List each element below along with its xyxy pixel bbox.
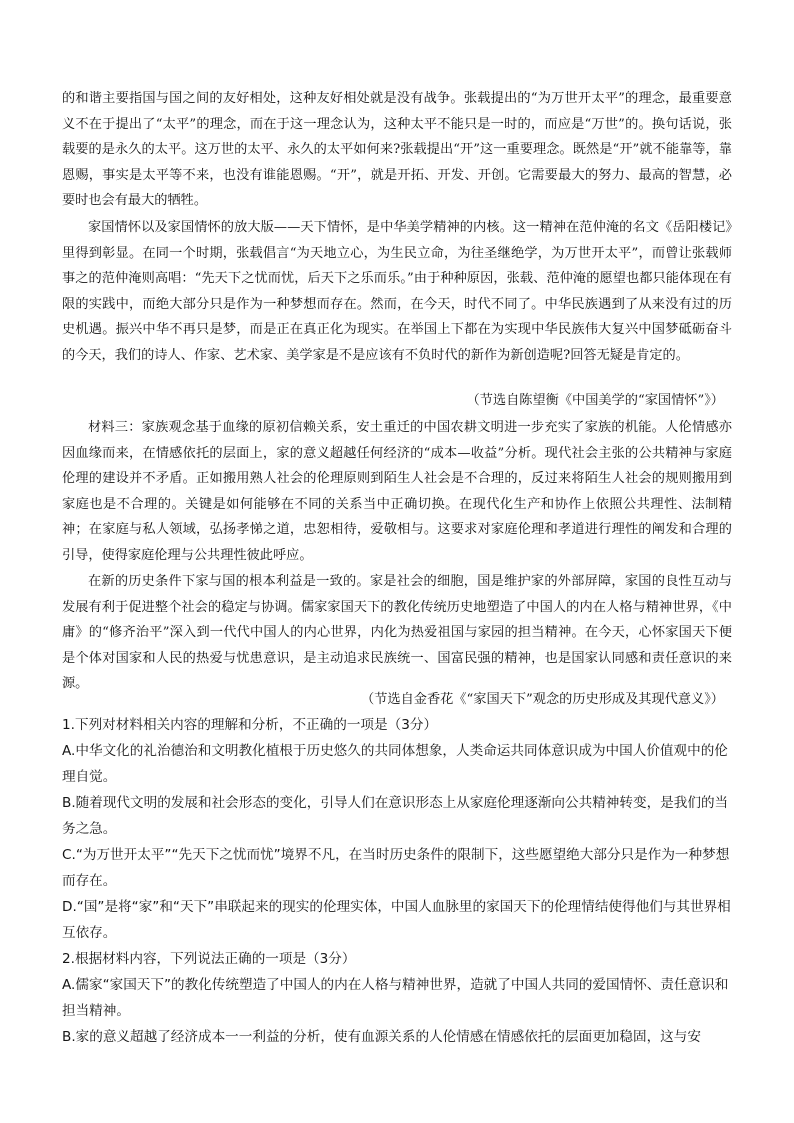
passage-paragraph-1: 的和谐主要指国与国之间的友好相处，这种友好相处就是没有战争。张载提出的“为万世开太平”的理念，最重要意义不在于提出了“太平”的理念，而在于这一理念认为，这种太平不能只是一时的，而应是“万世”的。换句话说，张载要的是永久的太平。这万世的太平、永久的太平如何来?张载提出“开”这一重要理念。既然是“开”就不能靠等，靠恩赐，事实是太平等不来，也没有谁能恩赐。“开”，就是开拓、开发、开创。它需要最大的努力、最高的智慧，必要时也会有最大的牺牲。 <box>62 91 732 209</box>
source-citation-2: （节选自金香花《“家国天下”观念的历史形成及其现代意义》） <box>361 692 724 707</box>
question-1-option-a: A.中华文化的礼治德治和文明教化植根于历史悠久的共同体想象，人类命运共同体意识成为中国人价值观中的伦理自觉。 <box>62 743 728 785</box>
question-1-option-c: C.“为万世开太平”“先天下之忧而忧”境界不凡，在当时历史条件的限制下，这些愿望绝大部分只是作为一种梦想而存在。 <box>62 847 730 889</box>
question-2-option-b: B.家的意义超越了经济成本一一利益的分析，使有血源关系的人伦情感在情感依托的层面更加稳固，这与安 <box>62 1029 701 1045</box>
question-1-option-d: D.“国”是将“家”和“天下”串联起来的现实的伦理实体，中国人血脉里的家国天下的伦理情结使得他们与其世界相互依存。 <box>62 899 731 941</box>
material-three-paragraph-2: 在新的历史条件下家与国的根本利益是一致的。家是社会的细胞，国是维护家的外部屏障，家国的良性互动与发展有利于促进整个社会的稳定与协调。儒家家国天下的教化传统历史地塑造了中国人的内在人格与精神世界，《中庸》的“修齐治平”深入到一代代中国人的内心世界，内化为热爱祖国与家园的担当精神。在今天，心怀家国天下便是个体对国家和人民的热爱与忧患意识，是主动追求民族统一、国富民强的精神，也是国家认同感和责任意识的来源。 <box>62 574 732 692</box>
passage-paragraph-2: 家国情怀以及家国情怀的放大版——天下情怀，是中华美学精神的内核。这一精神在范仲淹的名文《岳阳楼记》里得到彰显。在同一个时期，张载倡言“为天地立心，为生民立命，为往圣继绝学，为万世开太平”，而曾让张载师事之的范仲淹则高唱：“先天下之忧而忧，后天下之乐而乐。”由于种种原因，张载、范仲淹的愿望也都只能体现在有限的实践中，而绝大部分只是作为一种梦想而存在。然而，在今天，时代不同了。中华民族遇到了从来没有过的历史机遇。振兴中华不再只是梦，而是正在真正化为现实。在举国上下都在为实现中华民族伟大复兴中国梦砥砺奋斗的今天，我们的诗人、作家、艺术家、美学家是不是应该有不负时代的新作为新创造呢?回答无疑是肯定的。 <box>62 220 732 363</box>
source-citation-1: （节选自陈望衡《中国美学的“家国情怀”》） <box>466 393 724 408</box>
question-2-stem: 2.根据材料内容，下列说法正确的一项是（3分） <box>62 951 356 967</box>
material-three-paragraph-1: 材料三：家族观念基于血缘的原初信赖关系，安土重迁的中国农耕文明进一步充实了家族的机能。人伦情感亦因血缘而来，在情感依托的层面上，家的意义超越任何经济的“成本—收益”分析。现代社会主张的公共精神与家庭伦理的建设并不矛盾。正如搬用熟人社会的伦理原则到陌生人社会是不合理的，反过来将陌生人社会的规则搬用到家庭也是不合理的。关键是如何能够在不同的关系当中正确切换。在现代化生产和协作上依照公共理性、法制精神；在家庭与私人领域，弘扬孝悌之道，忠恕相待，爱敬相与。这要求对家庭伦理和孝道进行理性的阐发和合理的引导，使得家庭伦理与公共理性彼此呼应。 <box>62 420 732 563</box>
question-1-stem: 1.下列对材料相关内容的理解和分析，不正确的一项是（3分） <box>62 717 438 733</box>
question-2-option-a: A.儒家“家国天下”的教化传统塑造了中国人的内在人格与精神世界，造就了中国人共同的爱国情怀、责任意识和担当精神。 <box>62 977 729 1019</box>
question-1-option-b: B.随着现代文明的发展和社会形态的变化，引导人们在意识形态上从家庭伦理逐渐向公共精神转变，是我们的当务之急。 <box>62 795 729 837</box>
